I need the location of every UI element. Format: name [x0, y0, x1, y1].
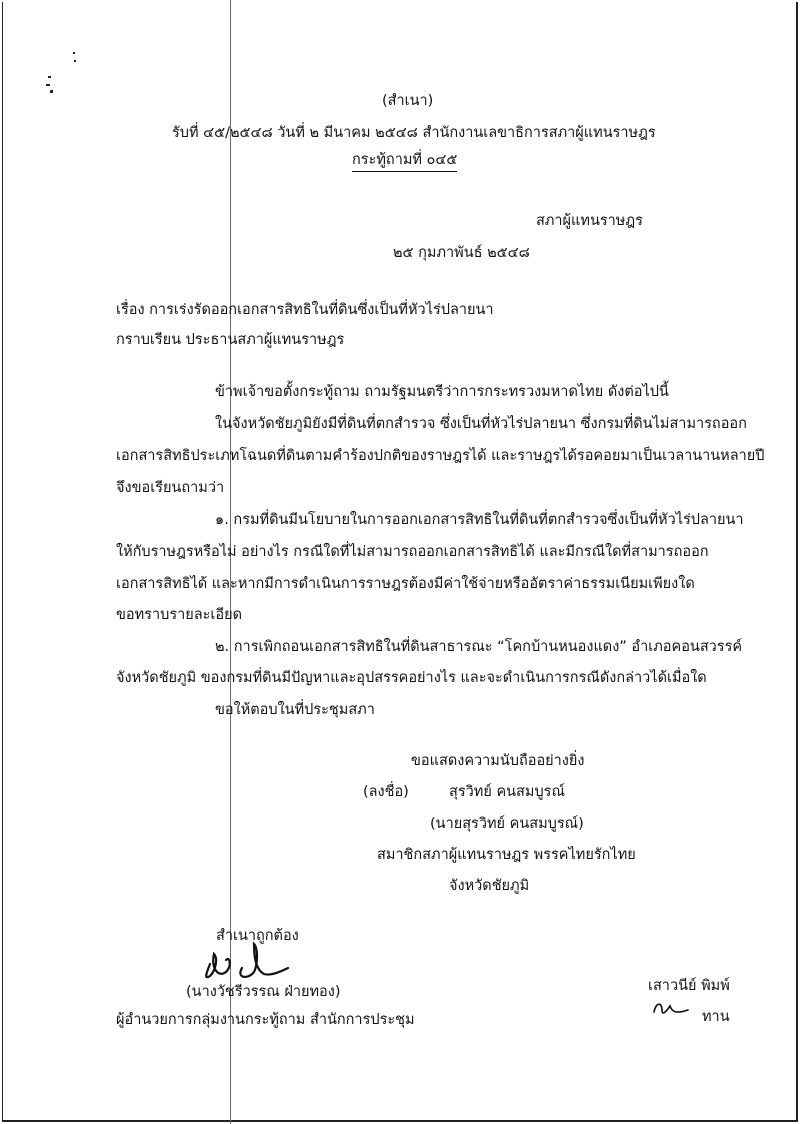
sender-office: สภาผู้แทนราษฎร: [536, 213, 643, 229]
question-2-line-2: จังหวัดชัยภูมิ ของกรมที่ดินมีปัญหาและอุปสรรคอย่างไร และจะดำเนินการกรณีดังกล่าวได้เมื่อใด: [116, 670, 707, 686]
letter-date: ๒๕ กุมภาพันธ์ ๒๕๔๘: [393, 245, 530, 261]
question-2-line-1: ๒. การเพิกถอนเอกสารสิทธิในที่ดินสาธารณะ “โคกบ้านหนองแดง” อำเภอคอนสวรรค์: [215, 639, 743, 655]
question-1-line-3: เอกสารสิทธิได้ และหากมีการดำเนินการราษฎรต้องมีค่าใช้จ่ายหรืออัตราค่าธรรมเนียมเพียงใด: [116, 576, 695, 592]
salutation: กราบเรียน ประธานสภาผู้แทนราษฎร: [116, 332, 345, 348]
certifier-name: (นางวัชรีวรรณ ฝ่ายทอง): [186, 984, 341, 1000]
scan-specks: [44, 50, 54, 100]
subject-line: เรื่อง การเร่งรัดออกเอกสารสิทธิในที่ดินซึ่งเป็นที่หัวไร่ปลายนา: [116, 302, 494, 318]
question-number: กระทู้ถามที่ ๐๔๕: [352, 151, 457, 172]
question-1-line-1: ๑. กรมที่ดินมีนโยบายในการออกเอกสารสิทธิในที่ดินที่ตกสำรวจซึ่งเป็นที่หัวไร่ปลายนา: [215, 512, 744, 528]
signed-name: สุรวิทย์ คนสมบูรณ์: [449, 784, 565, 800]
question-1-line-4: ขอทราบรายละเอียด: [116, 607, 242, 623]
checked-mark: ทาน: [702, 1009, 730, 1025]
answer-request: ขอให้ตอบในที่ประชุมสภา: [215, 702, 375, 718]
province: จังหวัดชัยภูมิ: [449, 878, 530, 894]
question-1-line-2: ให้กับราษฎรหรือไม่ อย่างไร กรณีใดที่ไม่สามารถออกเอกสารสิทธิได้ และมีกรณีใดที่สามารถออก: [116, 544, 709, 560]
intro-paragraph: ข้าพเจ้าขอตั้งกระทู้ถาม ถามรัฐมนตรีว่าการกระทรวงมหาดไทย ดังต่อไปนี้: [215, 384, 669, 400]
full-name: (นายสุรวิทย์ คนสมบูรณ์): [430, 816, 584, 832]
paragraph-1-line-2: เอกสารสิทธิประเภทโฉนดที่ดินตามคำร้องปกติของราษฎรได้ และราษฎรได้รอคอยมาเป็นเวลานานหลายปี: [116, 448, 765, 464]
handwritten-signature: [196, 938, 296, 982]
checker-initials: [650, 998, 692, 1020]
certifier-position: ผู้อำนวยการกลุ่มงานกระทู้ถาม สำนักการประชุม: [116, 1012, 415, 1028]
copy-mark: (สำเนา): [382, 93, 434, 109]
receipt-line: รับที่ ๔๕/๒๕๔๘ วันที่ ๒ มีนาคม ๒๕๔๘ สำนักงานเลขาธิการสภาผู้แทนราษฎร: [172, 125, 656, 141]
certified-copy-label: สำเนาถูกต้อง: [216, 928, 299, 944]
closing-respect: ขอแสดงความนับถืออย่างยิ่ง: [411, 753, 585, 769]
signed-label: (ลงชื่อ): [363, 784, 409, 800]
paragraph-1-line-3: จึงขอเรียนถามว่า: [116, 480, 225, 496]
typist-name: เสาวนีย์ พิมพ์: [648, 978, 730, 994]
member-position: สมาชิกสภาผู้แทนราษฎร พรรคไทยรักไทย: [377, 847, 636, 863]
paragraph-1-line-1: ในจังหวัดชัยภูมิยังมีที่ดินที่ตกสำรวจ ซึ่งเป็นที่หัวไร่ปลายนา ซึ่งกรมที่ดินไม่สามารถออก: [215, 416, 747, 432]
